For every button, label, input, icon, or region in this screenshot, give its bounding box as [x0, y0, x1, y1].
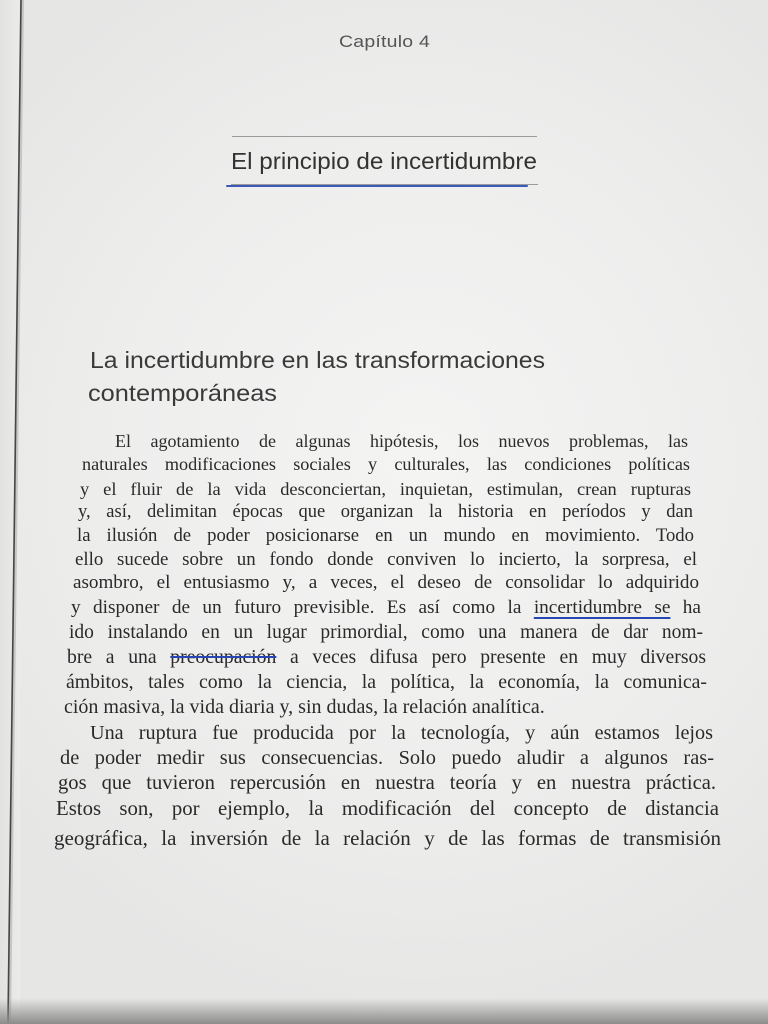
body-text-segment: geográfica, la inversión de la relación y de las formas de transmisión: [54, 826, 721, 851]
body-line: [75, 549, 697, 572]
body-text-segment: ello sucede sobre un fondo donde conviven lo incierto, la sorpresa, el: [75, 548, 697, 570]
body-line: [56, 797, 719, 822]
body-text-segment: la ilusión de poder posicionarse en un mundo en movimiento. Todo: [77, 524, 694, 546]
body-line: [115, 431, 688, 453]
body-text-segment: y, así, delimitan épocas que organizan la historia en períodos y dan: [78, 501, 693, 522]
body-line: [64, 695, 545, 719]
body-text-segment: ción masiva, la vida diaria y, sin dudas, la relación analítica.: [64, 695, 545, 718]
body-line: [77, 525, 694, 547]
body-text-segment: asombro, el entusiasmo y, a veces, el deseo de consolidar lo adquirido: [73, 572, 699, 594]
chapter-title: El principio de incertidumbre: [231, 148, 537, 175]
body-line: [90, 721, 713, 745]
body-line: [82, 454, 690, 476]
body-text-segment: bre a una: [67, 645, 171, 668]
chapter-label: Capítulo 4: [339, 31, 430, 51]
section-heading-line: La incertidumbre en las transformaciones: [90, 346, 545, 373]
pen-title-underline: [226, 185, 528, 187]
body-line: [78, 501, 693, 523]
body-text-segment: de poder medir sus consecuencias. Solo puedo aludir a algunos ras-: [60, 746, 714, 769]
body-text-segment: Estos son, por ejemplo, la modificación del concepto de distancia: [56, 797, 719, 821]
body-line: [73, 572, 699, 595]
body-text-segment: gos que tuvieron repercusión en nuestra teoría y en nuestra práctica.: [58, 772, 716, 795]
body-text-segment: a veces difusa pero presente en muy diversos: [276, 645, 706, 668]
pen-struck-text: preocupación: [170, 645, 277, 668]
body-line: [60, 746, 714, 770]
pen-underlined-text: incertidumbre se: [533, 597, 671, 619]
body-line: [66, 671, 707, 695]
page-bottom-shadow: [0, 998, 768, 1024]
body-text-segment: ha: [670, 597, 701, 619]
body-text-segment: ido instalando en un lugar primordial, como una manera de dar nom-: [69, 622, 703, 644]
page-edge: [0, 0, 40, 1024]
body-text-segment: El agotamiento de algunas hipótesis, los nuevos problemas, las: [115, 431, 688, 452]
body-text-segment: naturales modificaciones sociales y culturales, las condiciones políticas: [82, 453, 690, 474]
body-text-segment: y disponer de un futuro previsible. Es así como la: [71, 597, 534, 619]
body-text-segment: ámbitos, tales como la ciencia, la política, la economía, la comunica-: [66, 670, 707, 693]
body-line: [54, 826, 721, 851]
body-line: [67, 646, 706, 670]
title-top-rule: [232, 136, 537, 137]
body-line: [69, 621, 703, 644]
body-line: [80, 478, 691, 500]
body-line: [71, 596, 701, 619]
body-text-segment: y el fluir de la vida desconciertan, inquietan, estimulan, crean rupturas: [80, 478, 691, 499]
section-heading-line: contemporáneas: [88, 379, 277, 406]
body-text-segment: Una ruptura fue producida por la tecnología, y aún estamos lejos: [90, 721, 713, 744]
body-line: [58, 771, 716, 796]
